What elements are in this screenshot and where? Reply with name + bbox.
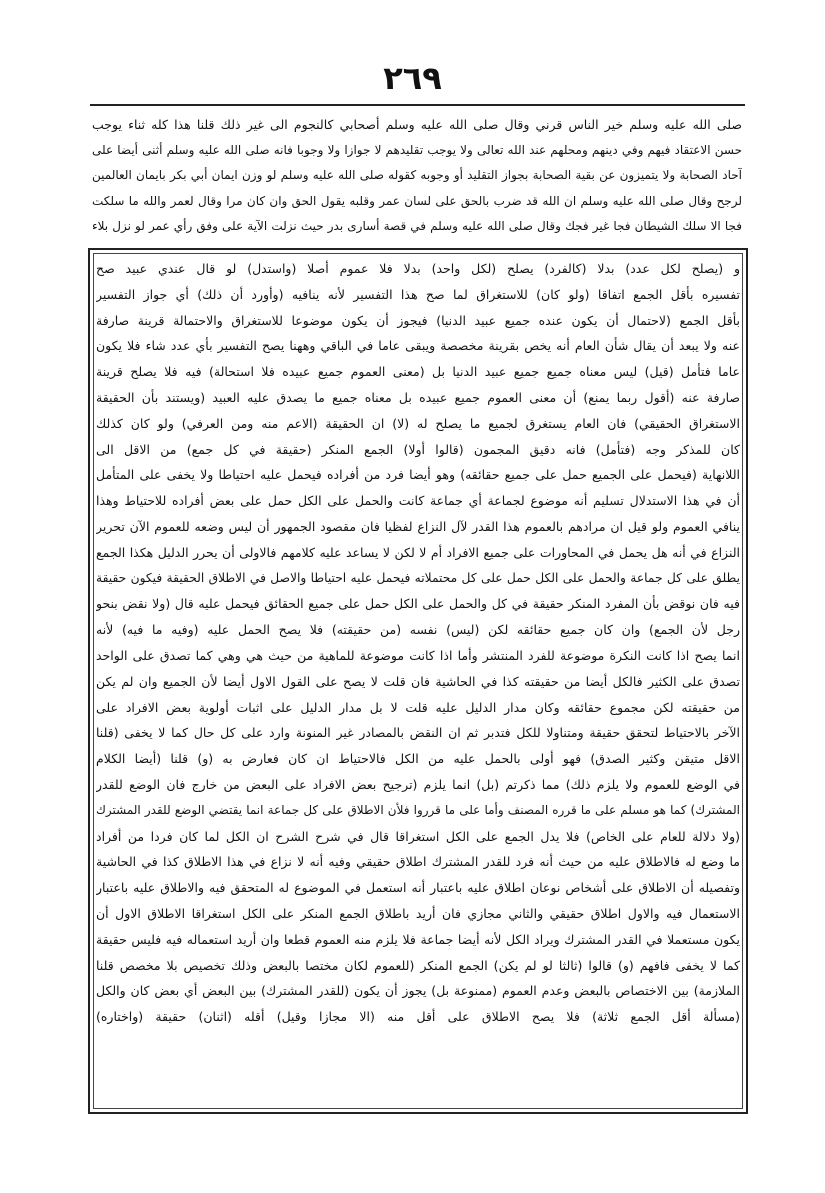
main-line: المشترك) كما هو مسلم على ما قرره المصنف وأما على ما قرروا فلأن الاطلاق على كل جماعة انما يقتضي الوضع للقدر المشترك xyxy=(96,802,740,817)
main-line: بأقل الجمع (لاحتمال أن يكون عنده جميع عبيد الدنيا) فيجوز أن يكون موضوعا للاستغراق والاحتمالة قرينة صارفة xyxy=(96,312,740,328)
margin-line: صلى الله عليه وسلم خير الناس قرني وقال صلى الله عليه وسلم أصحابي كالنجوم الى غير ذلك قلنا هذا كله ثناء يوجب xyxy=(92,117,742,132)
margin-commentary xyxy=(92,112,742,240)
main-line: النزاع في أنه هل يحمل في المحاورات على جميع الافراد أم لا لكن لا يساعد عليه كلامهم فالاولى أن يحرر الدليل هكذا الجمع xyxy=(96,544,740,560)
main-line: اللانهاية (فيحمل على الجميع حمل على جميع حقائقه) وهو أيضا فرد من أفراده فيحمل عليه احتياطا ولا يخفى على المتأمل xyxy=(96,467,740,483)
page-number: ٢٦٩ xyxy=(383,59,442,97)
main-line: الآخر بالاحتياط لتحقق حقيقة ومتناولا للكل فتدبر ثم ان النقض بالمصادر غير المنونة وارد على كل حال كما لا يخفى (قلنا xyxy=(96,725,740,741)
main-line: ينافي العموم ولو قيل ان مرادهم بالعموم هذا القدر لآل النزاع لفظيا فان مقصود الجمهور أن ليس وضعه للعموم الآن تحرير xyxy=(96,518,740,534)
margin-line: آحاد الصحابة ولا يتميزون عن بقية الصحابة بجواز التقليد أو وجوبه كقوله صلى الله عليه وسلم لو وزن ايمان أبي بكر بايمان العالمين xyxy=(92,168,742,183)
main-line: (ولا دلالة للعام على الخاص) فلا يدل الجمع على الكل استغراقا قال في شرح الشرح ان الكل لما كان فردا من أفراد xyxy=(96,828,740,844)
main-line: الاقل متيقن وكثير الصدق) فهو أولى بالحمل عليه من الكل فالاحتياط ان كان فعارض به (و) قلنا (أيضا الكلام xyxy=(96,751,740,767)
main-line: من حقيقته لكن مجموع حقائقه وكان مدار الدليل عليه قلت لا بل مدار الدليل على اثبات أولوية بعض الافراد على xyxy=(96,699,740,715)
main-line: يكون مستعملا في القدر المشترك ويراد الكل لأنه أيضا جماعة فلا يلزم منه العموم قطعا وان أريد استعماله فيه فليس حقيقة xyxy=(96,931,740,947)
main-line: الاستغراق الحقيقي) فان العام يستغرق لجميع ما يصلح له (لا) ان الحقيقة (الاعم منه ومن العرفي) ولو كان كذلك xyxy=(96,415,740,431)
main-line: عاما فتأمل (قيل) ليس معناه جميع جميع عبيد الدنيا بل (معنى العموم جميع عبيده فلا استحالة) فيه فلا يصلح قرينة xyxy=(96,364,740,380)
main-line: كما لا يخفى فافهم (و) قالوا (ثالثا لو لم يكن) الجمع المنكر (للعموم لكان مختصا بالبعض وذلك تخصيص بلا مخصص قلنا xyxy=(96,957,740,973)
main-line: الملازمة) بين الاختصاص بالبعض وعدم العموم (ممنوعة بل) يجوز أن يكون (للقدر المشترك) بين البعض أي بعض كان والكل xyxy=(96,983,740,999)
top-rule xyxy=(90,104,745,106)
margin-line: فجا الا سلك الشيطان فجا غير فجك وقال صلى الله عليه وسلم في قصة أسارى بدر حيث نزلت الآية على وفق رأي عمر لو نزل بلاء xyxy=(92,219,742,234)
margin-line: حسن الاعتقاد فيهم وفي دينهم ومحلهم عند الله تعالى ولا يوجب تقليدهم لا جوازا ولا وجوبا فانه صلى الله عليه وسلم أثنى أيضا على xyxy=(92,142,742,157)
main-line: تفسيره بأقل الجمع اتفاقا (ولو كان) للاستغراق لما صح هذا التفسير لأنه ينافيه (وأورد أن ذلك) أي جواز التفسير xyxy=(96,286,740,302)
main-line: انما يصح اذا كانت النكرة موضوعة للفرد المنتشر وأما اذا كانت موضوعة للماهية من حيث هي وهي كما تصدق على الواحد xyxy=(96,647,740,663)
main-text xyxy=(96,256,740,1108)
main-line: فيه فان نوقض بأن المفرد المنكر حقيقة في كل والحمل على الكل حمل على جميع الحقائق فيحمل عليه قال (ولا نقض بنحو xyxy=(96,596,740,612)
main-line: تصدق على الكثير فالكل أيضا من حقيقته كذا في الحاشية فان قلت لا يصح على القول الاول أيضا لأن الجميع وان لم يكن xyxy=(96,673,740,689)
main-line: كان للمذكر وجه (فتأمل) فانه دقيق المجمون (قالوا أولا) الجمع المنكر (حقيقة في كل جمع) من الاقل الى xyxy=(96,441,740,457)
main-line: (مسألة أقل الجمع ثلاثة) فلا يصح الاطلاق على أقل منه (الا مجازا وقيل) أقله (اثنان) حقيقة (واختاره) xyxy=(96,1009,740,1025)
main-line: في الوضع للعموم ولا يلزم ذلك) مما ذكرتم (بل) انما يلزم (ترجيح بعض الافراد على البعض من خارج فان الوضع للقدر xyxy=(96,776,740,792)
main-line: عنه ولا يبعد أن يقال شأن العام أنه يخص بقرينة مخصصة ويبقى عاما في الباقي وههنا يصح التفسير بأي عدد شاء فلا يكون xyxy=(96,338,740,354)
main-line: رجل لأن الجمع) وان كان جميع حقائقه لكن (ليس) نفسه (من حقيقته) فلا يصح الحمل عليه (وفيه ما فيه) لأنه xyxy=(96,622,740,638)
main-line: صارفة عنه (أقول ربما يمنع) أن معنى العموم جميع عبيده بل معناه جميع ما يصدق عليه العبيد (ويستند بأن الحقيقة xyxy=(96,389,740,405)
margin-line: لرجح وقال صلى الله عليه وسلم ان الله قد ضرب بالحق على لسان عمر وقلبه يقول الحق وان كان مرا وقال لعمر والله ما سلكت xyxy=(92,193,742,208)
main-line: و (يصلح لكل عدد) بدلا (كالفرد) يصلح (لكل واحد) بدلا فلا عموم أصلا (واستدل) لو قال عندي عبيد صح xyxy=(96,261,740,276)
main-line: ما وضع له فالاطلاق عليه من حيث أنه فرد للقدر المشترك اطلاق حقيقي وفيه أنه لا نزاع في هذا الاطلاق كذا في الحاشية xyxy=(96,854,740,870)
main-line: أن في هذا الاستدلال تسليم أنه موضوع لجماعة أي جماعة كانت والحمل على الكل حمل على بعض أفراده للاحتياط وهذا xyxy=(96,493,740,509)
main-line: الاستعمال فيه والاول اطلاق حقيقي والثاني مجازي فان أريد باطلاق الجمع المنكر على الكل استغراقا الاطلاق الاول أن xyxy=(96,905,740,921)
main-line: وتفصيله أن الاطلاق على أشخاص نوعان اطلاق عليه باعتبار أنه استعمل في الموضوع له المتحقق فيه والاطلاق عليه باعتبار xyxy=(96,880,740,896)
main-line: يطلق على كل جماعة والحمل على الكل حمل على كل محتملاته فيحمل عليه احتياطا والاصل في الاطلاق الحقيقة فيكون حقيقة xyxy=(96,570,740,585)
